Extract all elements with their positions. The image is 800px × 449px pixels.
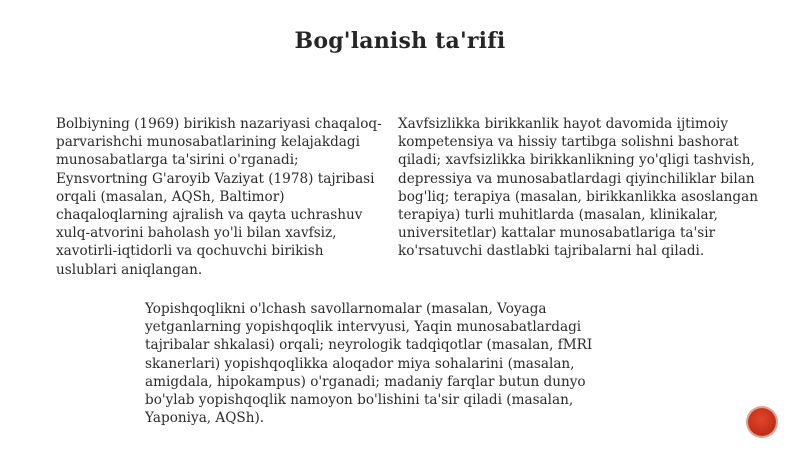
- left-paragraph: Bolbiyning (1969) birikish nazariyasi chaqaloq-parvarishchi munosabatlarining kelajakdagi munosabatlarga ta'sirini o'rganadi; Eynsvortning G'aroyib Vaziyat (1978) tajribasi orqali (masalan, AQSh, Baltimor) chaqaloqlarning ajralish va qayta uchrashuv xulq-atvorini baholash yo'li bilan xavfsiz, xavotirli-iqtidorli va qochuvchi birikish uslublari aniqlangan.: [56, 116, 382, 278]
- bottom-paragraph: Yopishqoqlikni o'lchash savollarnomalar (masalan, Voyaga yetganlarning yopishqoqlik intervyusi, Yaqin munosabatlardagi tajribalar shkalasi) orqali; neyrologik tadqiqotlar (masalan, fMRI skanerlari) yopishqoqlikka aloqador miya sohalarini (masalan, amigdala, hipokampus) o'rganadi; madaniy farqlar butun dunyo bo'ylab yopishqoqlik namoyon bo'lishini ta'sir qiladi (masalan, Yaponiya, AQSh).: [145, 301, 593, 427]
- circle-nav-icon[interactable]: [748, 408, 776, 436]
- slide-title: Bog'lanish ta'rifi: [294, 28, 506, 54]
- right-paragraph: Xavfsizlikka birikkanlik hayot davomida ijtimoiy kompetensiya va hissiy tartibga solishni bashorat qiladi; xavfsizlikka birikkanlikning yo'qligi tashvish, depressiya va munosabatlardagi qiyinchiliklar bilan bog'liq; terapiya (masalan, birikkanlikka asoslangan terapiya) turli muhitlarda (masalan, klinikalar, universitetlar) kattalar munosabatlariga ta'sir ko'rsatuvchi dastlabki tajribalarni hal qiladi.: [398, 116, 758, 260]
